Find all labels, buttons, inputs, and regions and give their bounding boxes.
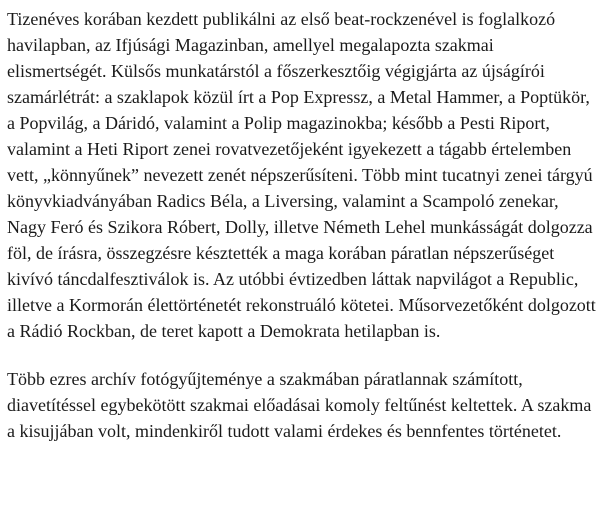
- paragraph-career: Tizenéves korában kezdett publikálni az első beat-rockzenével is foglalkozó havilapban, az Ifjúsági Magazinban, amellyel megalapozta szakmai elismertségét. Külsős munkatárstól a főszerkesztőig végigjárta az újságírói szamárlétrát: a szaklapok közül írt a Pop Expressz, a Metal Hammer, a Poptükör, a Popvilág, a Dáridó, valamint a Polip magazinokba; később a Pesti Riport, valamint a Heti Riport zenei rovatvezetőjeként igyekezett a tágabb értelemben vett, „könnyűnek” nevezett zenét népszerűsíteni. Több mint tucatnyi zenei tárgyú könyvkiadványában Radics Béla, a Liversing, valamint a Scampoló zenekar, Nagy Feró és Szikora Róbert, Dolly, illetve Németh Lehel munkásságát dolgozza föl, de írásra, összegzésre késztették a maga korában páratlan népszerűséget kivívó táncdalfesztiválok is. Az utóbbi évtizedben láttak napvilágot a Republic, illetve a Kormorán élettörténetét rekonstruáló kötetei. Műsorvezetőként dolgozott a Rádió Rockban, de teret kapott a Demokrata hetilapban is.: [7, 9, 596, 341]
- paragraph-photo-collection: Több ezres archív fotógyűjteménye a szakmában páratlannak számított, diavetítéssel egybekötött szakmai előadásai komoly feltűnést keltettek. A szakma a kisujjában volt, mindenkiről tudott valami érdekes és bennfentes történetet.: [7, 369, 592, 441]
